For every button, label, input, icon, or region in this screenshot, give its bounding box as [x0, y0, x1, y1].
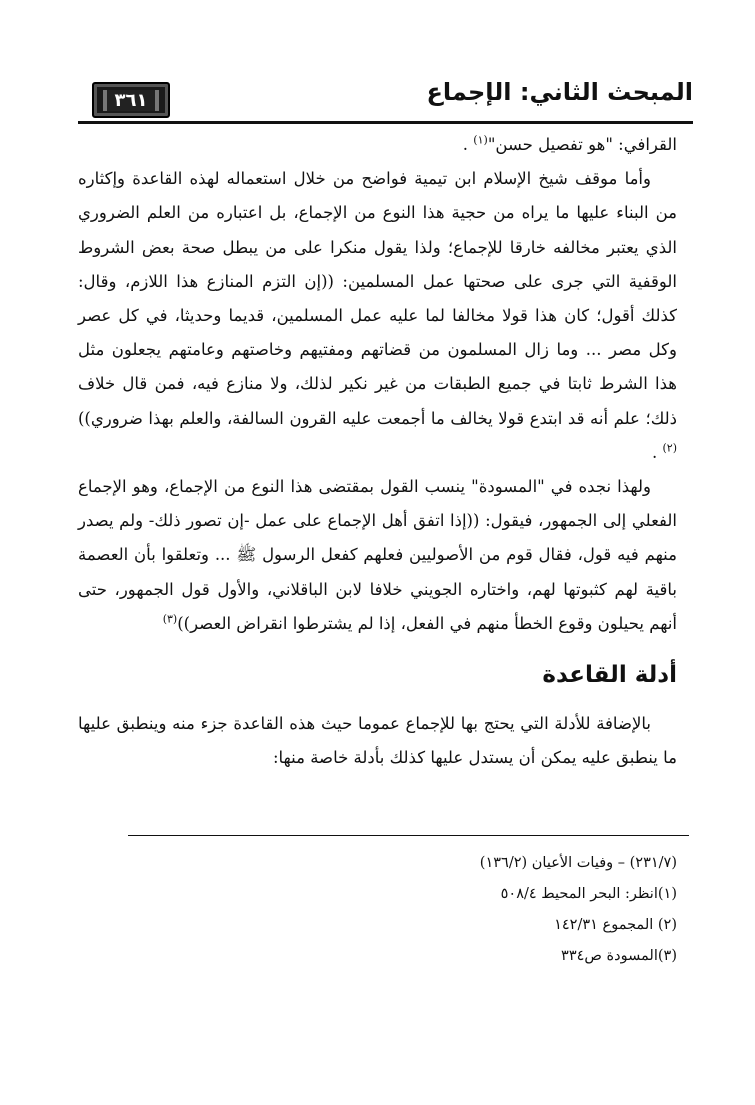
footnote-2: (٢) المجموع ١٤٢/٣١ [554, 917, 677, 933]
paragraph-3-text: ولهذا نجده في "المسودة" ينسب القول بمقتضى هذا النوع من الإجماع، وهو الإجماع الفعلي إلى الجمهور، فيقول: ((إذا اتفق أهل الإجماع على عمل -إن تصور ذلك- ولم يصدر منهم فيه قول، فقال قوم من الأصوليين فعلهم كفعل الرسول ﷺ ... وتعلقوا بأن العصمة باقية لهم كثبوتها لهم، واختاره الجويني خلافا لابن الباقلاني، والأول قول الجمهور، حتى أنهم يحيلون وقوع الخطأ منهم في الفعل، إذا لم يشترطوا انقراض العصر)) [78, 477, 677, 633]
running-title: المبحث الثاني: الإجماع [426, 78, 693, 106]
main-text [78, 128, 677, 775]
paragraph-1-text: القرافي: "هو تفصيل حسن" [487, 135, 677, 154]
paragraph-2-end: . [651, 442, 663, 462]
footnote-ref-1: (١) [473, 133, 488, 147]
paragraph-4: بالإضافة للأدلة التي يحتج بها للإجماع عموما حيث هذه القاعدة جزء منه وينطبق عليها ما ينطبق عليه يمكن أن يستدل عليها كذلك بأدلة خاصة منها: [78, 714, 677, 768]
section-heading: أدلة القاعدة [542, 662, 677, 689]
paragraph-3 [78, 470, 677, 641]
footnote-carryover: (٢٣١/٧) – وفيات الأعيان (١٣٦/٢) [479, 855, 677, 871]
footnote-1: (١)انظر: البحر المحيط ٥٠٨/٤ [500, 886, 677, 902]
header-rule [78, 121, 693, 124]
footnote-ref-3: (٣) [162, 612, 178, 626]
page-number-badge [92, 82, 170, 118]
page-number: ٣٦١ [103, 90, 160, 111]
paragraph-1 [78, 128, 677, 162]
footnote-separator [128, 835, 689, 836]
footnote-ref-2: (٢) [662, 441, 677, 455]
paragraph-1-end: . [462, 135, 474, 154]
paragraph-2 [78, 162, 677, 470]
paragraph-2-text: وأما موقف شيخ الإسلام ابن تيمية فواضح من خلال استعماله لهذه القاعدة وإكثاره من البناء عليها ما يراه من حجية هذا النوع من الإجماع، بل اعتباره من العلم الضروري الذي يعتبر مخالفه خارقا للإجماع؛ ولذا يقول منكرا على من يبطل صحة بعض الشروط الوقفية التي جرى على صحتها عمل المسلمين: ((إن التزم المنازع هذا اللازم، وقال: كذلك أقول؛ كان هذا قولا مخالفا لما عليه عمل المسلمين، قديما وحديثا، في كل عصر وكل مصر ... وما زال المسلمون من قضاتهم ومفتيهم وخاصتهم وعامتهم يجعلون مثل هذا الشرط ثابتا في جميع الطبقات من غير نكير لذلك، ولا منازع فيه، فمن قال خلاف ذلك؛ علم أنه قد ابتدع قولا يخالف ما أجمعت عليه القرون السالفة، والعلم بهذا ضروري)) [78, 169, 677, 428]
footnote-3: (٣)المسودة ص٣٣٤ [561, 948, 677, 964]
footnotes [78, 848, 677, 972]
